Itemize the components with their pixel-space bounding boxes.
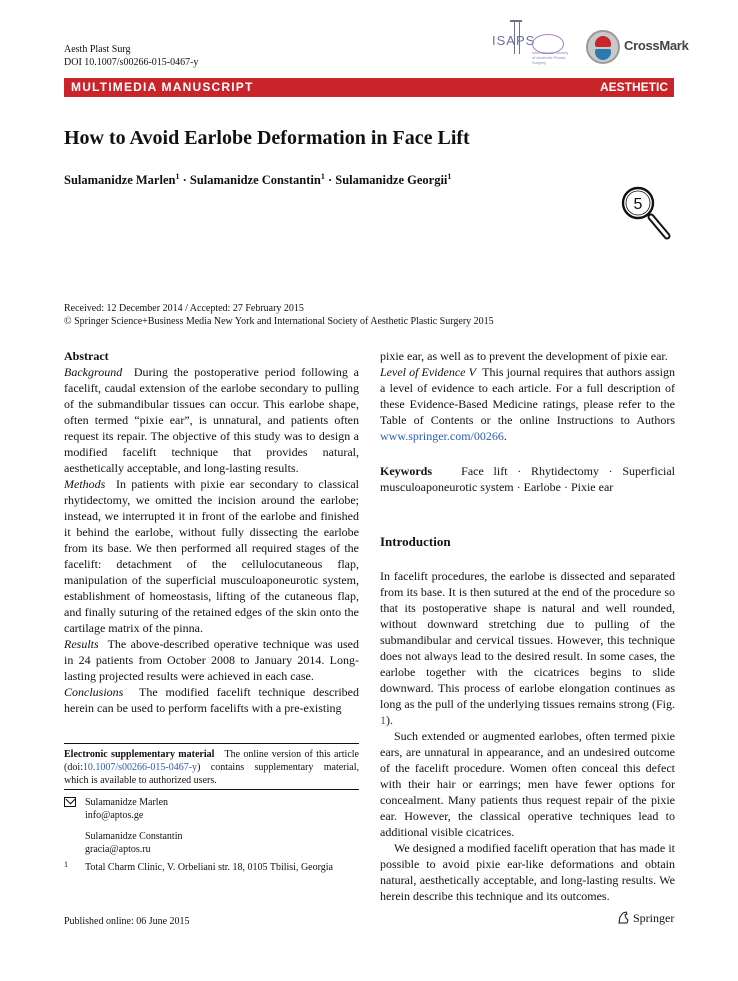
esm-rule [64, 743, 359, 744]
published-online: Published online: 06 June 2015 [64, 916, 190, 927]
isaps-logo-subtext: International Society of Aesthetic Plastic Surgery [532, 50, 569, 65]
abstract-background [64, 364, 359, 476]
methods-label: Methods [64, 477, 106, 491]
intro-p1-end: ). [386, 713, 393, 727]
introduction-body [380, 568, 675, 904]
author-separator: · [327, 173, 333, 188]
results-label: Results [64, 637, 99, 651]
banner-left: MULTIMEDIA MANUSCRIPT [71, 80, 254, 94]
esm-label: Electronic supplementary material [64, 749, 215, 760]
abstract [64, 348, 359, 716]
springer-logo [617, 911, 674, 926]
figure-1-link[interactable]: 1 [380, 713, 386, 727]
abstract-continued [380, 348, 675, 495]
conclusions-label: Conclusions [64, 685, 124, 699]
author-affiliation: 1 [447, 172, 452, 181]
abstract-level-of-evidence [380, 364, 675, 444]
affiliation-footnote [64, 861, 359, 874]
esm-text-a: The online version of this article (doi: [64, 749, 359, 773]
results-text: The above-described operative technique was used in 24 patients from October 2008 to January 2014. Long-lasting projected results were achieved in each case. [64, 637, 360, 683]
abstract-methods [64, 476, 359, 636]
abstract-results [64, 636, 359, 684]
journal-name: Aesth Plast Surg [64, 44, 131, 55]
background-label: Background [64, 365, 123, 379]
keywords [380, 463, 675, 495]
category-banner [64, 78, 674, 97]
author-separator: · [182, 173, 187, 188]
correspondence-email[interactable]: info@aptos.ge [85, 810, 144, 821]
level-text: This journal requires that authors assign a level of evidence to each article. For a full description of these Evidence-Based Medicine ratings, please refer to the Table of Contents or the online Instructions to Authors [380, 365, 676, 427]
correspondence-name: Sulamanidze Constantin [85, 831, 183, 842]
intro-paragraph-2: Such extended or augmented earlobes, often termed pixie ears, are unnatural in appearance, and an undesired outcome of the facelift procedure. Women often conceal this defect with their hair or earrings; men have fewer options for concealment. Many patients thus request repair of the pixie ear. However, the classical operative techniques lead to additional visible cicatrices. [380, 729, 675, 839]
correspondence-entry-1 [64, 796, 359, 822]
author-name: Sulamanidze Constantin [189, 173, 321, 188]
intro-paragraph-3: We designed a modified facelift operation that has made it possible to avoid pixie ear-like deformations and obtain natural, aesthetically acceptable, and long-lasting results. We herein describe this technique and its outcomes. [380, 841, 675, 903]
crossmark-icon [586, 30, 620, 64]
esm-text-b: ) contains supplementary material, which is available to authorized users. [64, 762, 359, 786]
evidence-level-number: 5 [633, 196, 643, 213]
conclusions-text-part2: pixie ear, as well as to prevent the development of pixie ear. [380, 349, 668, 363]
abstract-heading: Abstract [64, 349, 109, 363]
introduction-heading: Introduction [380, 534, 451, 549]
received-dates: Received: 12 December 2014 / Accepted: 27 February 2015 [64, 303, 304, 314]
author-list [64, 172, 451, 188]
author-affiliation: 1 [320, 172, 325, 181]
correspondence-email[interactable]: gracia@aptos.ru [85, 844, 151, 855]
level-end: . [503, 429, 507, 443]
correspondence [64, 796, 359, 856]
keywords-label: Keywords [380, 464, 432, 478]
springer-name: Springer [633, 911, 675, 925]
keywords-text: Face lift · Rhytidectomy · Superficial musculoaponeurotic system · Earlobe · Pixie ear [380, 464, 676, 494]
crossmark-label: CrossMark [624, 38, 689, 53]
article-title: How to Avoid Earlobe Deformation in Face Lift [64, 127, 470, 149]
author-name: Sulamanidze Georgii [335, 173, 448, 188]
intro-p1-text: In facelift procedures, the earlobe is dissected and separated from its base. It is then sutured at the end of the procedure so that its postoperative shape is natural and well rounded, without downward stretching due to pulling of the submandibular and cervical tissues. However, this technique does not always lead to the desired result. In some cases, the earlobe together with the cicatrices begins to slide downward. This process of earlobe elongation continues as long as the pull of the underlying tissues remains strong (Fig. [380, 569, 675, 711]
isaps-logo-text: ISAPS [492, 33, 536, 48]
springer-link[interactable]: www.springer.com/00266 [380, 429, 504, 443]
author-name: Sulamanidze Marlen [64, 173, 176, 188]
evidence-level-magnifier-icon [621, 185, 677, 243]
springer-horse-icon [617, 911, 630, 924]
conclusions-text-part1: The modified facelift technique described herein can be used to perform facelifts with a pre-existing [64, 685, 360, 715]
footnote-number: 1 [64, 860, 68, 869]
crossmark-logo[interactable] [586, 30, 689, 70]
correspondence-rule [64, 789, 359, 790]
correspondence-name: Sulamanidze Marlen [85, 797, 169, 808]
level-label: Level of Evidence V [380, 365, 476, 379]
background-text: During the postoperative period following a facelift, caudal extension of the earlobe secondary to pulling of the submandibular tissues can occur. This earlobe shape, often termed “pixie ear”, is unnatural, and patients often request its repair. The objective of this study was to design a modified facelift technique that provides natural, aesthetically acceptable, and long-lasting results. [64, 365, 360, 475]
correspondence-entry-2 [64, 830, 359, 856]
isaps-logo [492, 20, 570, 74]
abstract-conclusions [64, 684, 359, 716]
envelope-icon [64, 797, 76, 807]
banner-right: AESTHETIC [599, 80, 668, 94]
doi: DOI 10.1007/s00266-015-0467-y [64, 57, 199, 68]
copyright: © Springer Science+Business Media New York and International Society of Aesthetic Plastic Surgery 2015 [64, 316, 494, 327]
footnote-text: Total Charm Clinic, V. Orbeliani str. 18, 0105 Tbilisi, Georgia [85, 862, 333, 873]
author-affiliation: 1 [175, 172, 180, 181]
supplementary-material-note [64, 748, 359, 787]
esm-doi-link[interactable]: 10.1007/s00266-015-0467-y [82, 762, 198, 773]
intro-paragraph-1 [380, 568, 675, 728]
methods-text: In patients with pixie ear secondary to classical rhytidectomy, we omitted the incision around the earlobe; instead, we interrupted it in front of the earlobe and finished it behind the earlobe, without fully dissecting the earlobe from its base. We then performed all required stages of the facelift: detachment of the cellulocutaneous flap, manipulation of the superficial musculoaponeurotic system, establishment of homeostasis, lifting of the cutaneous flap, and finally suturing of the retained edges of the skin onto the cartilage matrix of the pinna. [64, 477, 360, 635]
